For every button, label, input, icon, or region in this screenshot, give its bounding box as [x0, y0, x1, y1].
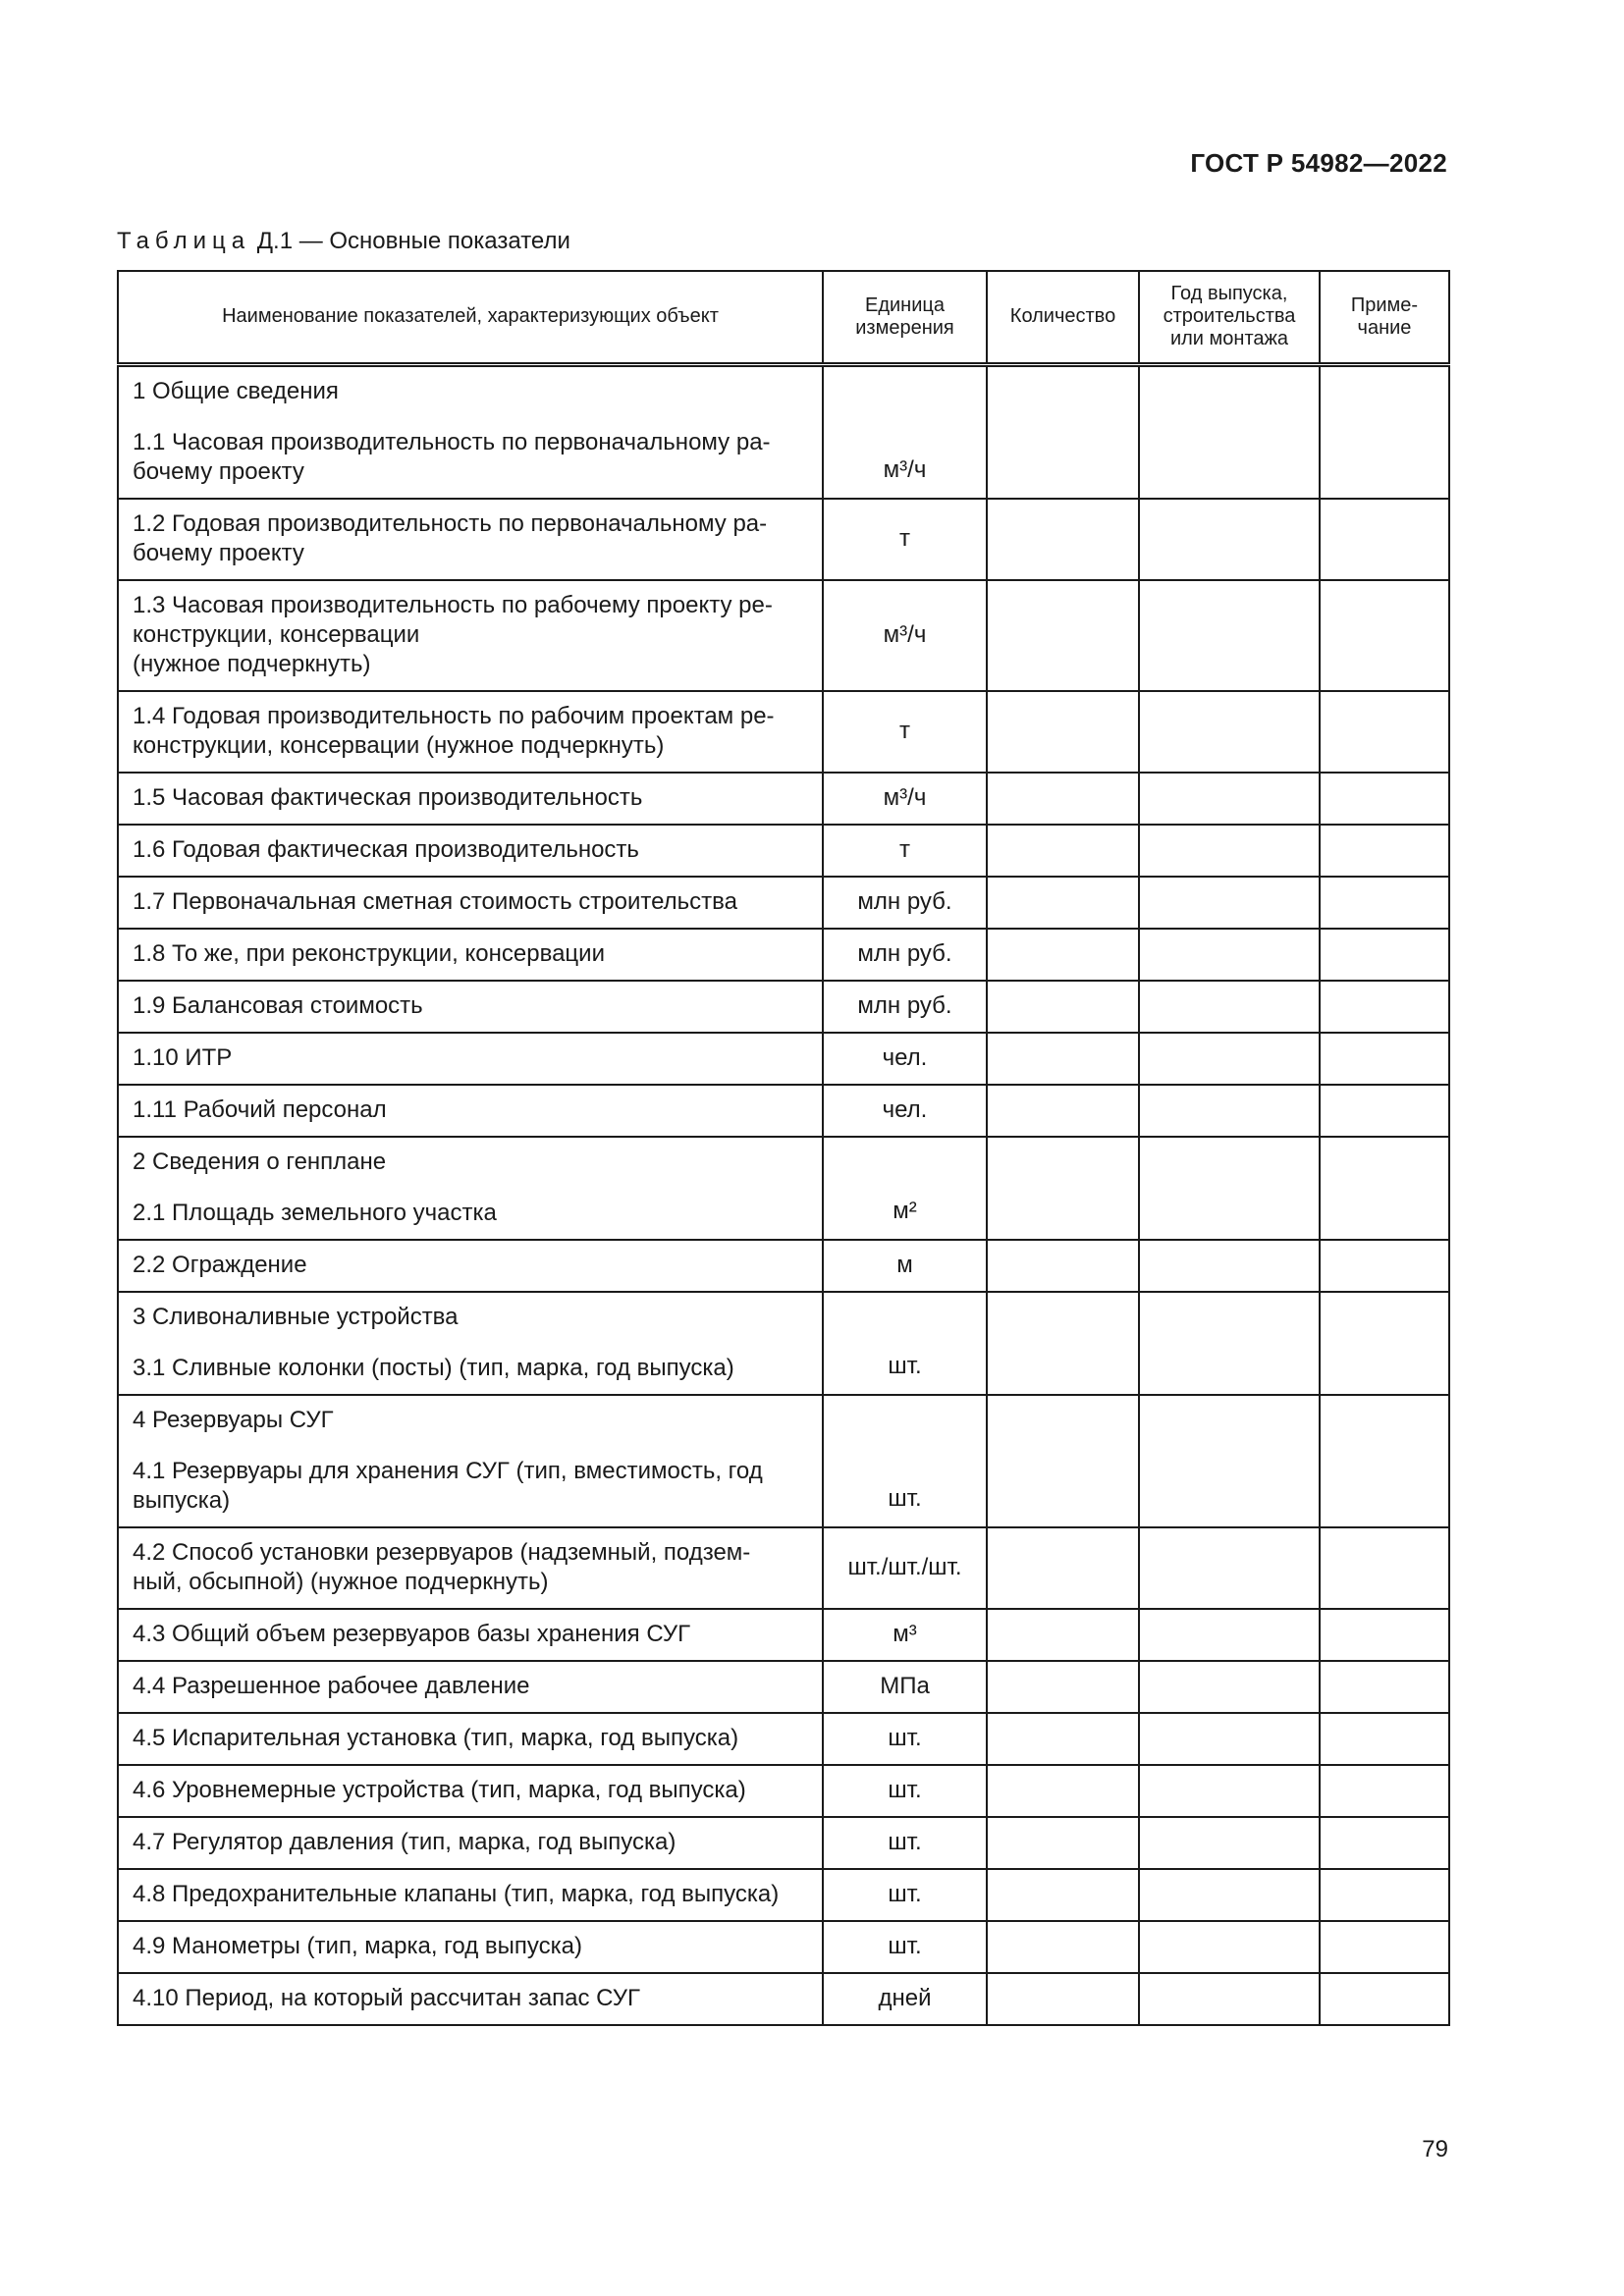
- unit-cell: МПа: [823, 1661, 987, 1713]
- note-cell: [1320, 1817, 1449, 1869]
- standard-code: ГОСТ Р 54982—2022: [1190, 148, 1447, 178]
- indicator-name-line: конструкции, консервации (нужное подчеркнуть): [133, 731, 665, 759]
- table-row: [118, 364, 1449, 499]
- section-heading: 2 Сведения о генплане: [133, 1148, 387, 1175]
- indicator-name-line: 1.8 То же, при реконструкции, консервации: [133, 939, 605, 967]
- year-cell: [1139, 580, 1320, 691]
- year-cell: [1139, 1609, 1320, 1661]
- unit-cell: млн руб.: [823, 929, 987, 981]
- unit-cell: м³/ч: [823, 773, 987, 825]
- table-row: [118, 1085, 1449, 1137]
- indicator-name-line: (нужное подчеркнуть): [133, 650, 371, 677]
- table-row: [118, 1817, 1449, 1869]
- indicator-name-cell: [118, 1765, 823, 1817]
- year-cell: [1139, 499, 1320, 580]
- indicator-name-line: 4.1 Резервуары для хранения СУГ (тип, вместимость, год: [133, 1457, 763, 1484]
- table-row: [118, 1921, 1449, 1973]
- table-caption-title: Д.1 — Основные показатели: [256, 228, 570, 254]
- year-cell: [1139, 1137, 1320, 1240]
- indicator-name-line: 1.10 ИТР: [133, 1043, 233, 1071]
- table-row: [118, 580, 1449, 691]
- table-row: [118, 877, 1449, 929]
- column-header-year: Год выпуска, строительства или монтажа: [1139, 271, 1320, 364]
- quantity-cell: [987, 364, 1139, 499]
- year-cell: [1139, 1661, 1320, 1713]
- indicator-name-cell: [118, 1609, 823, 1661]
- year-cell: [1139, 1085, 1320, 1137]
- unit-cell: шт.: [823, 1921, 987, 1973]
- indicator-name-line: 2.2 Ограждение: [133, 1251, 307, 1278]
- quantity-cell: [987, 1033, 1139, 1085]
- year-cell: [1139, 1527, 1320, 1609]
- indicator-name-line: выпуска): [133, 1486, 231, 1514]
- quantity-cell: [987, 929, 1139, 981]
- note-cell: [1320, 499, 1449, 580]
- indicator-name-line: бочему проекту: [133, 539, 304, 566]
- quantity-cell: [987, 981, 1139, 1033]
- note-cell: [1320, 1609, 1449, 1661]
- indicator-name-cell: [118, 499, 823, 580]
- table-row: [118, 1713, 1449, 1765]
- indicator-name-cell: [118, 1240, 823, 1292]
- table-row: [118, 825, 1449, 877]
- unit-cell: м³/ч: [823, 364, 987, 499]
- indicator-name-cell: [118, 929, 823, 981]
- note-cell: [1320, 1973, 1449, 2025]
- quantity-cell: [987, 499, 1139, 580]
- note-cell: [1320, 1765, 1449, 1817]
- table-body: [118, 364, 1449, 2025]
- unit-cell: млн руб.: [823, 877, 987, 929]
- indicator-name-cell: [118, 1817, 823, 1869]
- indicator-name-line: 1.7 Первоначальная сметная стоимость строительства: [133, 887, 737, 915]
- quantity-cell: [987, 1240, 1139, 1292]
- year-cell: [1139, 1765, 1320, 1817]
- indicator-name-cell: [118, 1661, 823, 1713]
- table-row: [118, 981, 1449, 1033]
- table-row: [118, 1395, 1449, 1527]
- column-header-name: Наименование показателей, характеризующих объект: [118, 271, 823, 364]
- section-heading: 1 Общие сведения: [133, 377, 339, 404]
- year-cell: [1139, 1033, 1320, 1085]
- indicator-name-line: 4.3 Общий объем резервуаров базы хранения СУГ: [133, 1620, 691, 1647]
- indicator-name-cell: [118, 1033, 823, 1085]
- quantity-cell: [987, 1921, 1139, 1973]
- unit-cell: чел.: [823, 1085, 987, 1137]
- indicator-name-cell: [118, 364, 823, 499]
- note-cell: [1320, 1921, 1449, 1973]
- table-header-row: [118, 271, 1449, 364]
- unit-cell: т: [823, 499, 987, 580]
- year-cell: [1139, 825, 1320, 877]
- section-heading: 4 Резервуары СУГ: [133, 1406, 334, 1433]
- indicator-name-cell: [118, 825, 823, 877]
- quantity-cell: [987, 1527, 1139, 1609]
- unit-cell: шт.: [823, 1395, 987, 1527]
- note-cell: [1320, 1527, 1449, 1609]
- quantity-cell: [987, 1661, 1139, 1713]
- indicator-name-cell: [118, 981, 823, 1033]
- note-cell: [1320, 825, 1449, 877]
- indicator-name-cell: [118, 1973, 823, 2025]
- year-cell: [1139, 1713, 1320, 1765]
- note-cell: [1320, 1661, 1449, 1713]
- unit-cell: чел.: [823, 1033, 987, 1085]
- table-row: [118, 1609, 1449, 1661]
- unit-cell: шт.: [823, 1869, 987, 1921]
- table-row: [118, 1240, 1449, 1292]
- quantity-cell: [987, 1137, 1139, 1240]
- unit-cell: шт.: [823, 1292, 987, 1395]
- section-heading: 3 Сливоналивные устройства: [133, 1303, 459, 1330]
- note-cell: [1320, 1395, 1449, 1527]
- indicator-name-cell: [118, 1921, 823, 1973]
- table-row: [118, 929, 1449, 981]
- year-cell: [1139, 1817, 1320, 1869]
- note-cell: [1320, 691, 1449, 773]
- year-cell: [1139, 1973, 1320, 2025]
- note-cell: [1320, 1713, 1449, 1765]
- page-number: 79: [1422, 2136, 1448, 2163]
- table-row: [118, 773, 1449, 825]
- unit-cell: м²: [823, 1137, 987, 1240]
- unit-cell: шт.: [823, 1765, 987, 1817]
- indicator-name-cell: [118, 1085, 823, 1137]
- table-row: [118, 1869, 1449, 1921]
- year-cell: [1139, 1240, 1320, 1292]
- indicators-table: [117, 270, 1450, 2026]
- year-cell: [1139, 877, 1320, 929]
- table-row: [118, 1527, 1449, 1609]
- table-caption: [117, 228, 570, 255]
- unit-cell: шт.: [823, 1713, 987, 1765]
- table-row: [118, 1033, 1449, 1085]
- year-cell: [1139, 1395, 1320, 1527]
- table-caption-word: Таблица: [117, 228, 251, 254]
- quantity-cell: [987, 877, 1139, 929]
- note-cell: [1320, 364, 1449, 499]
- note-cell: [1320, 773, 1449, 825]
- indicator-name-cell: [118, 1395, 823, 1527]
- year-cell: [1139, 773, 1320, 825]
- note-cell: [1320, 877, 1449, 929]
- unit-cell: м³/ч: [823, 580, 987, 691]
- indicator-name-line: 4.2 Способ установки резервуаров (надземный, подзем-: [133, 1538, 751, 1566]
- column-header-note: Приме-чание: [1320, 271, 1449, 364]
- indicator-name-cell: [118, 1292, 823, 1395]
- table-row: [118, 499, 1449, 580]
- table-row: [118, 1292, 1449, 1395]
- quantity-cell: [987, 580, 1139, 691]
- quantity-cell: [987, 1713, 1139, 1765]
- indicator-name-line: 1.3 Часовая производительность по рабочему проекту ре-: [133, 591, 773, 618]
- indicator-name-cell: [118, 1527, 823, 1609]
- indicator-name-line: 4.10 Период, на который рассчитан запас СУГ: [133, 1984, 640, 2011]
- indicator-name-line: 2.1 Площадь земельного участка: [133, 1199, 497, 1226]
- unit-cell: дней: [823, 1973, 987, 2025]
- note-cell: [1320, 1240, 1449, 1292]
- indicator-name-line: 4.4 Разрешенное рабочее давление: [133, 1672, 530, 1699]
- note-cell: [1320, 981, 1449, 1033]
- quantity-cell: [987, 1395, 1139, 1527]
- table-row: [118, 1973, 1449, 2025]
- indicator-name-line: 1.2 Годовая производительность по первоначальному ра-: [133, 509, 768, 537]
- unit-cell: м³: [823, 1609, 987, 1661]
- indicator-name-line: 4.9 Манометры (тип, марка, год выпуска): [133, 1932, 582, 1959]
- year-cell: [1139, 981, 1320, 1033]
- table-row: [118, 1661, 1449, 1713]
- unit-cell: млн руб.: [823, 981, 987, 1033]
- indicator-name-cell: [118, 580, 823, 691]
- indicator-name-line: 4.8 Предохранительные клапаны (тип, марка, год выпуска): [133, 1880, 780, 1907]
- unit-cell: м: [823, 1240, 987, 1292]
- note-cell: [1320, 1033, 1449, 1085]
- indicator-name-cell: [118, 1869, 823, 1921]
- unit-cell: т: [823, 825, 987, 877]
- quantity-cell: [987, 1292, 1139, 1395]
- indicator-name-line: 4.6 Уровнемерные устройства (тип, марка, год выпуска): [133, 1776, 746, 1803]
- year-cell: [1139, 1921, 1320, 1973]
- quantity-cell: [987, 773, 1139, 825]
- quantity-cell: [987, 1609, 1139, 1661]
- note-cell: [1320, 1869, 1449, 1921]
- indicator-name-line: конструкции, консервации: [133, 620, 420, 648]
- year-cell: [1139, 691, 1320, 773]
- indicator-name-line: 4.5 Испарительная установка (тип, марка, год выпуска): [133, 1724, 739, 1751]
- quantity-cell: [987, 1817, 1139, 1869]
- quantity-cell: [987, 691, 1139, 773]
- indicator-name-line: 1.4 Годовая производительность по рабочим проектам ре-: [133, 702, 775, 729]
- table-row: [118, 691, 1449, 773]
- column-header-unit: Единица измерения: [823, 271, 987, 364]
- note-cell: [1320, 580, 1449, 691]
- table-row: [118, 1765, 1449, 1817]
- indicator-name-cell: [118, 691, 823, 773]
- indicator-name-cell: [118, 877, 823, 929]
- quantity-cell: [987, 1869, 1139, 1921]
- quantity-cell: [987, 1765, 1139, 1817]
- unit-cell: т: [823, 691, 987, 773]
- note-cell: [1320, 1292, 1449, 1395]
- indicator-name-line: 4.7 Регулятор давления (тип, марка, год выпуска): [133, 1828, 677, 1855]
- indicator-name-line: бочему проекту: [133, 457, 304, 485]
- unit-cell: шт./шт./шт.: [823, 1527, 987, 1609]
- indicator-name-line: 1.6 Годовая фактическая производительность: [133, 835, 639, 863]
- table-row: [118, 1137, 1449, 1240]
- year-cell: [1139, 929, 1320, 981]
- indicator-name-cell: [118, 773, 823, 825]
- year-cell: [1139, 1292, 1320, 1395]
- indicator-name-line: 1.9 Балансовая стоимость: [133, 991, 423, 1019]
- indicator-name-cell: [118, 1713, 823, 1765]
- indicator-name-line: 3.1 Сливные колонки (посты) (тип, марка, год выпуска): [133, 1354, 734, 1381]
- quantity-cell: [987, 825, 1139, 877]
- indicator-name-line: ный, обсыпной) (нужное подчеркнуть): [133, 1568, 549, 1595]
- quantity-cell: [987, 1085, 1139, 1137]
- indicator-name-line: 1.1 Часовая производительность по первоначальному ра-: [133, 428, 771, 455]
- indicator-name-line: 1.11 Рабочий персонал: [133, 1095, 387, 1123]
- unit-cell: шт.: [823, 1817, 987, 1869]
- note-cell: [1320, 1085, 1449, 1137]
- year-cell: [1139, 364, 1320, 499]
- note-cell: [1320, 929, 1449, 981]
- column-header-quantity: Количество: [987, 271, 1139, 364]
- indicator-name-line: 1.5 Часовая фактическая производительность: [133, 783, 643, 811]
- note-cell: [1320, 1137, 1449, 1240]
- year-cell: [1139, 1869, 1320, 1921]
- quantity-cell: [987, 1973, 1139, 2025]
- indicator-name-cell: [118, 1137, 823, 1240]
